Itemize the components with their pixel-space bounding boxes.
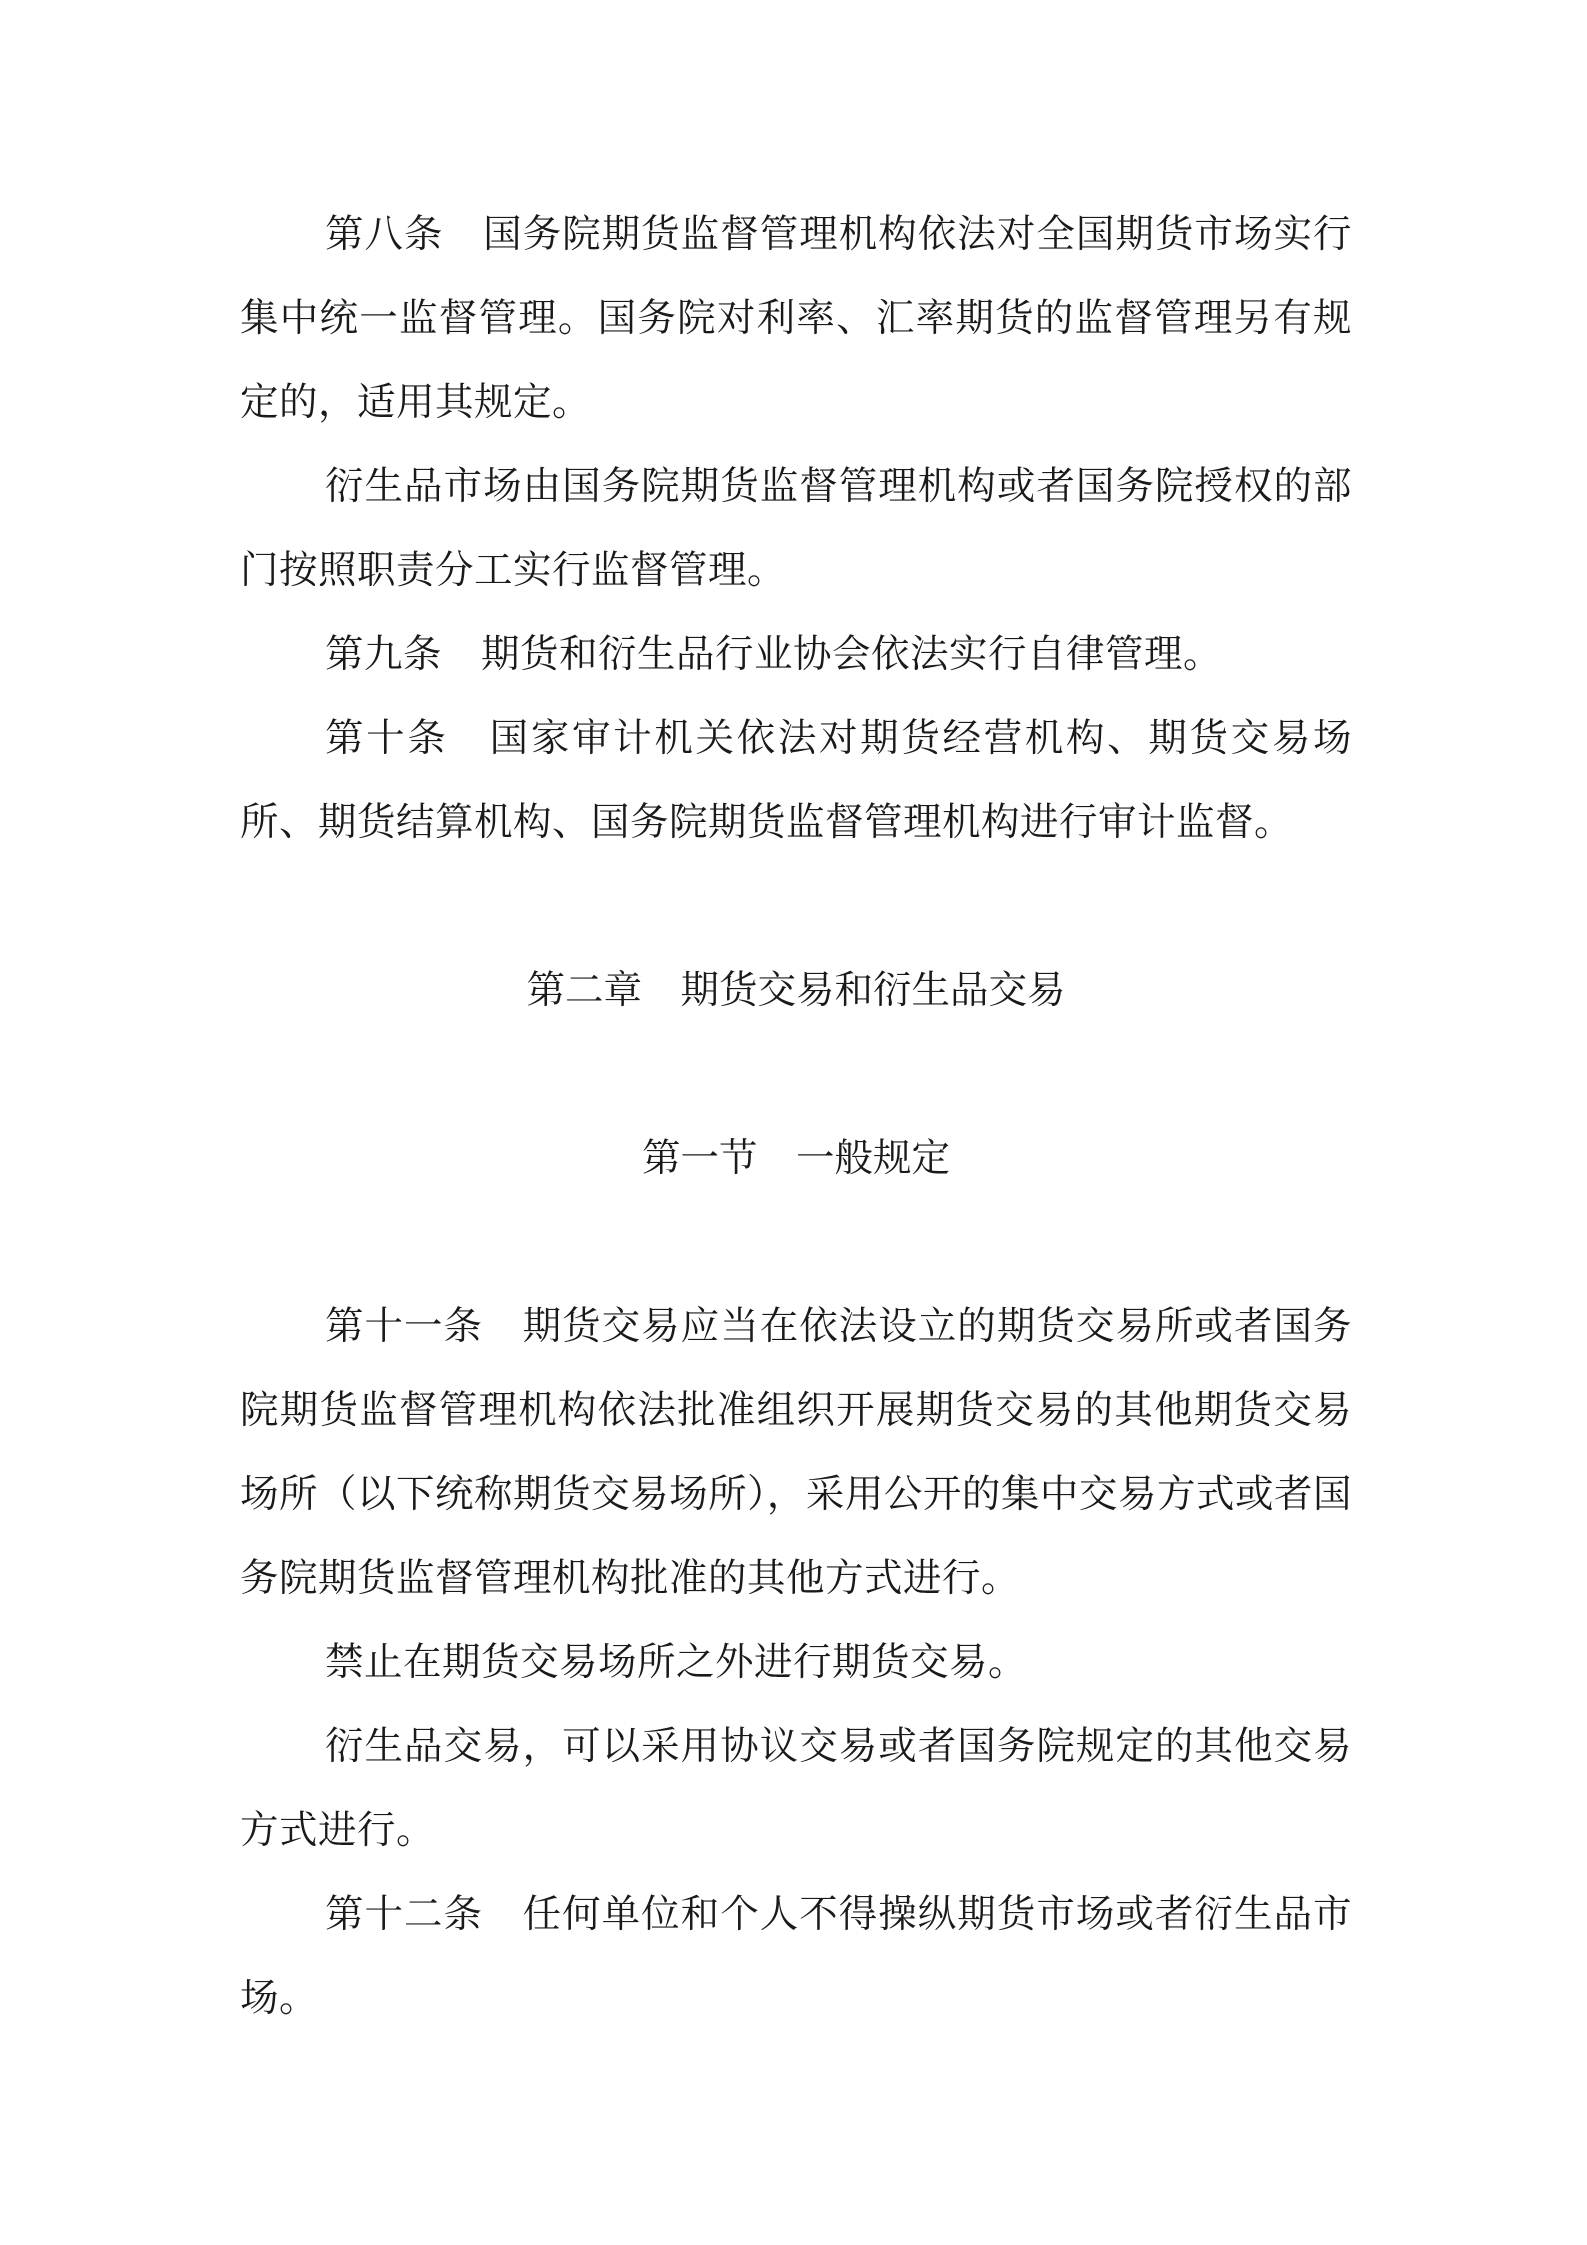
derivatives-market-supervision-paragraph: 衍生品市场由国务院期货监督管理机构或者国务院授权的部门按照职责分工实行监督管理。	[240, 464, 1352, 593]
section-heading: 第一节 一般规定	[641, 1136, 950, 1181]
article-10-paragraph: 第十条 国家审计机关依法对期货经营机构、期货交易场所、期货结算机构、国务院期货监督管理机构进行审计监督。	[240, 716, 1352, 845]
article-8-paragraph: 第八条 国务院期货监督管理机构依法对全国期货市场实行集中统一监督管理。国务院对利率、汇率期货的监督管理另有规定的，适用其规定。	[240, 212, 1352, 425]
document-body	[240, 193, 1352, 2041]
derivatives-trading-paragraph: 衍生品交易，可以采用协议交易或者国务院规定的其他交易方式进行。	[240, 1724, 1352, 1853]
off-exchange-prohibition-paragraph: 禁止在期货交易场所之外进行期货交易。	[325, 1640, 1028, 1685]
article-11-paragraph: 第十一条 期货交易应当在依法设立的期货交易所或者国务院期货监督管理机构依法批准组织开展期货交易的其他期货交易场所（以下统称期货交易场所），采用公开的集中交易方式或者国务院期货监督管理机构批准的其他方式进行。	[240, 1304, 1352, 1601]
article-9-paragraph: 第九条 期货和衍生品行业协会依法实行自律管理。	[325, 632, 1223, 677]
article-12-paragraph: 第十二条 任何单位和个人不得操纵期货市场或者衍生品市场。	[240, 1892, 1352, 2021]
chapter-heading: 第二章 期货交易和衍生品交易	[526, 968, 1066, 1013]
